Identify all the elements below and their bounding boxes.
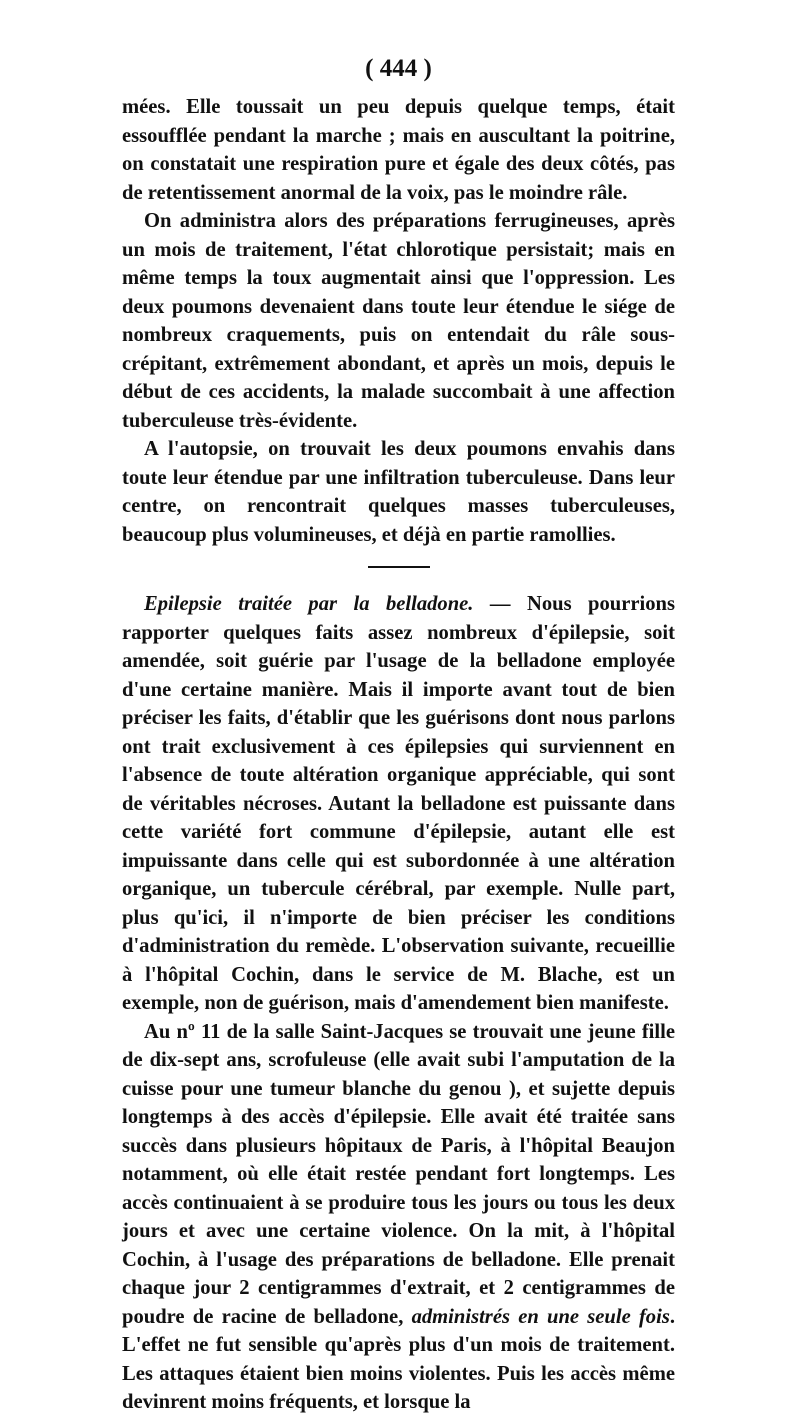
paragraph-1 (122, 93, 675, 207)
paragraph-3-text: A l'autopsie, on trouvait les deux poumons envahis dans toute leur étendue par une infiltration tuberculeuse. Dans leur centre, on rencontrait quelques masses tuberculeuses, beaucoup plus volumineuses, et déjà en partie ramollies. (122, 438, 675, 546)
paragraph-4-text: — Nous pourrions rapporter quelques faits assez nombreux d'épilepsie, soit amendée, soit guérie par l'usage de la belladone employée d'une certaine manière. Mais il importe avant tout de bien préciser les faits, d'établir que les guérisons dont nous parlons ont trait exclusivement à ces épilepsies qui surviennent en l'absence de toute altération organique appréciable, qui sont de véritables nécroses. Autant la belladone est puissante dans cette variété fort commune d'épilepsie, autant elle est impuissante dans celle qui est subordonnée à une altération organique, un tubercule cérébral, par exemple. Nulle part, plus qu'ici, il n'importe de bien préciser les conditions d'administration du remède. L'observation suivante, recueillie à l'hôpital Cochin, dans le service de M. Blache, est un exemple, non de guérison, mais d'amendement bien manifeste. (122, 593, 675, 1014)
paragraph-2-text: On administra alors des préparations ferrugineuses, après un mois de traitement, l'état chlorotique persistait; mais en même temps la toux augmentait ainsi que l'oppression. Les deux poumons devenaient dans toute leur étendue le siége de nombreux craquements, puis on entendait du râle sous-crépitant, extrêmement abondant, et après un mois, depuis le début de ces accidents, la malade succombait à une affection tuberculeuse très-évidente. (122, 210, 675, 432)
paragraph-5 (122, 1018, 675, 1417)
text-block (122, 93, 675, 1417)
paragraph-5-text-b: . L'effet ne fut sensible qu'après plus d'un mois de traitement. Les attaques étaient bien moins violentes. Puis les accès même devinrent moins fréquents, et lorsque la (122, 1305, 675, 1413)
paragraph-1-text: mées. Elle toussait un peu depuis quelque temps, était essoufflée pendant la marche ; mais en auscultant la poitrine, on constatait une respiration pure et égale des deux côtés, pas de retentissement anormal de la voix, pas le moindre râle. (122, 96, 675, 204)
paragraph-5-text-a: Au nº 11 de la salle Saint-Jacques se trouvait une jeune fille de dix-sept ans, scrofuleuse (elle avait subi l'amputation de la cuisse pour une tumeur blanche du genou ), et sujette depuis longtemps à des accès d'épilepsie. Elle avait été traitée sans succès dans plusieurs hôpitaux de Paris, à l'hôpital Beaujon notamment, où elle était restée pendant fort longtemps. Les accès continuaient à se produire tous les jours ou tous les deux jours et avec une certaine violence. On la mit, à l'hôpital Cochin, à l'usage des préparations de belladone. Elle prenait chaque jour 2 centigrammes d'extrait, et 2 centigrammes de poudre de racine de belladone, (122, 1020, 675, 1328)
paragraph-3 (122, 435, 675, 549)
paragraph-5-emphasis: administrés en une seule fois (411, 1305, 670, 1328)
page-number: ( 444 ) (365, 55, 432, 82)
paragraph-4 (122, 590, 675, 1018)
paragraph-2 (122, 207, 675, 435)
section-heading: Epilepsie traitée par la belladone. (144, 593, 474, 615)
section-divider (368, 566, 430, 568)
